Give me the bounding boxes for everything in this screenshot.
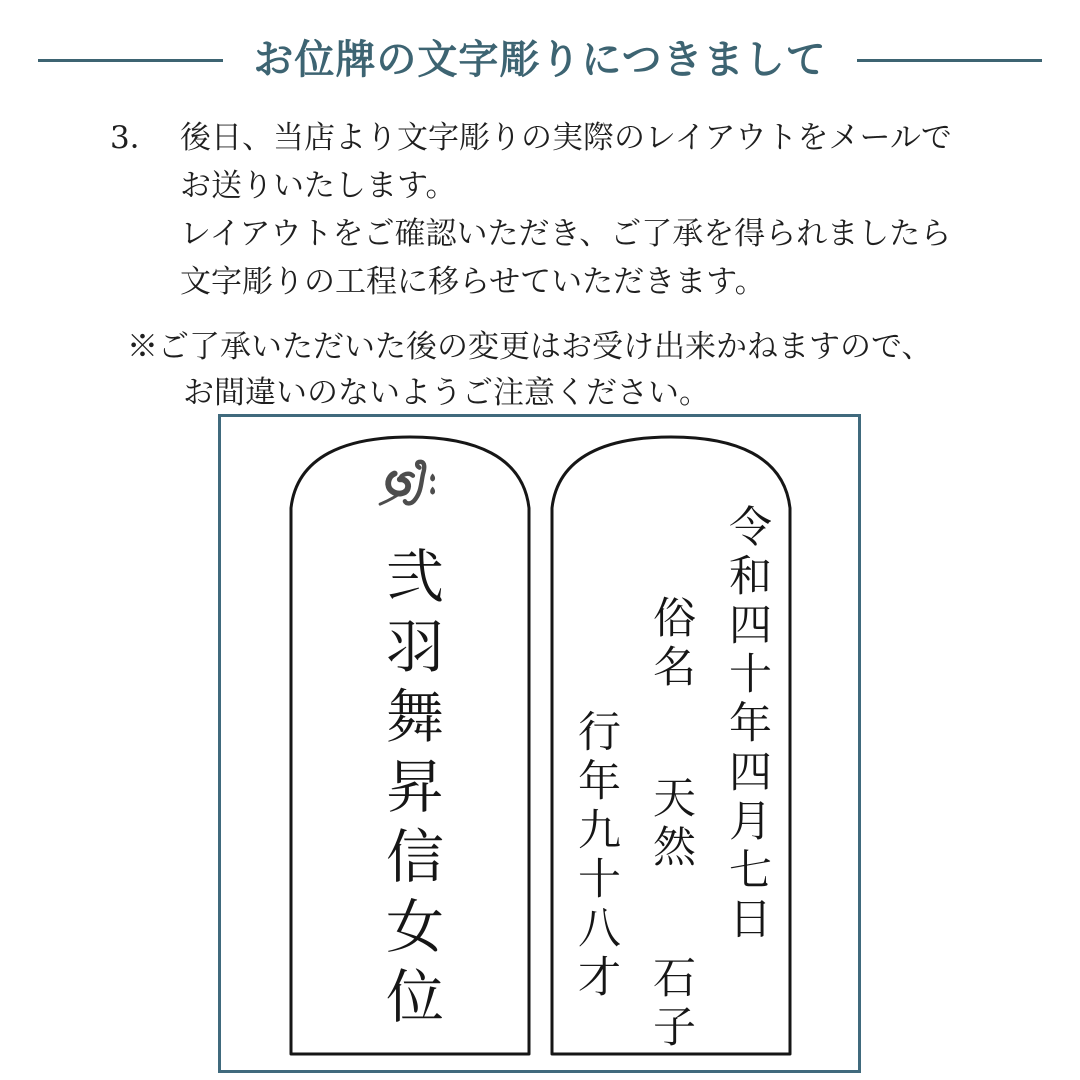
family-name-text: 天然 (646, 775, 696, 873)
instruction-number: 3． (110, 120, 161, 156)
instruction-line: レイアウトをご確認いただき、ご了承を得られましたら (180, 216, 952, 252)
given-name-text: 石子 (646, 955, 696, 1053)
caution-note (127, 324, 932, 416)
memorial-tablet-kaimyo (288, 432, 532, 1057)
tablet-illustration-box (218, 414, 861, 1073)
kaimyo-text: 弐羽舞昇信女位 (376, 546, 444, 1036)
header-rule-right (857, 59, 1042, 62)
header-rule-left (38, 59, 223, 62)
instruction-item-3 (110, 114, 952, 306)
caution-note-line: ※ご了承いただいた後の変更はお受け出来かねますので、 (127, 329, 933, 365)
death-date-text: 令和四十年四月七日 (722, 504, 772, 945)
instruction-text (180, 114, 952, 306)
age-text: 行年九十八才 (571, 709, 621, 1003)
bonji-icon (377, 456, 443, 518)
instruction-line: 文字彫りの工程に移らせていただきます。 (180, 264, 766, 300)
section-header (0, 36, 1080, 84)
instruction-line: お送りいたします。 (180, 168, 457, 204)
caution-note-line: お間違いのないようご注意ください。 (183, 375, 710, 411)
secular-name-label: 俗名 (646, 595, 696, 693)
memorial-tablet-date-name (549, 432, 793, 1057)
instruction-line: 後日、当店より文字彫りの実際のレイアウトをメールで (180, 120, 952, 156)
secular-name-text (646, 595, 696, 1053)
page-title: お位牌の文字彫りにつきまして (253, 36, 827, 83)
